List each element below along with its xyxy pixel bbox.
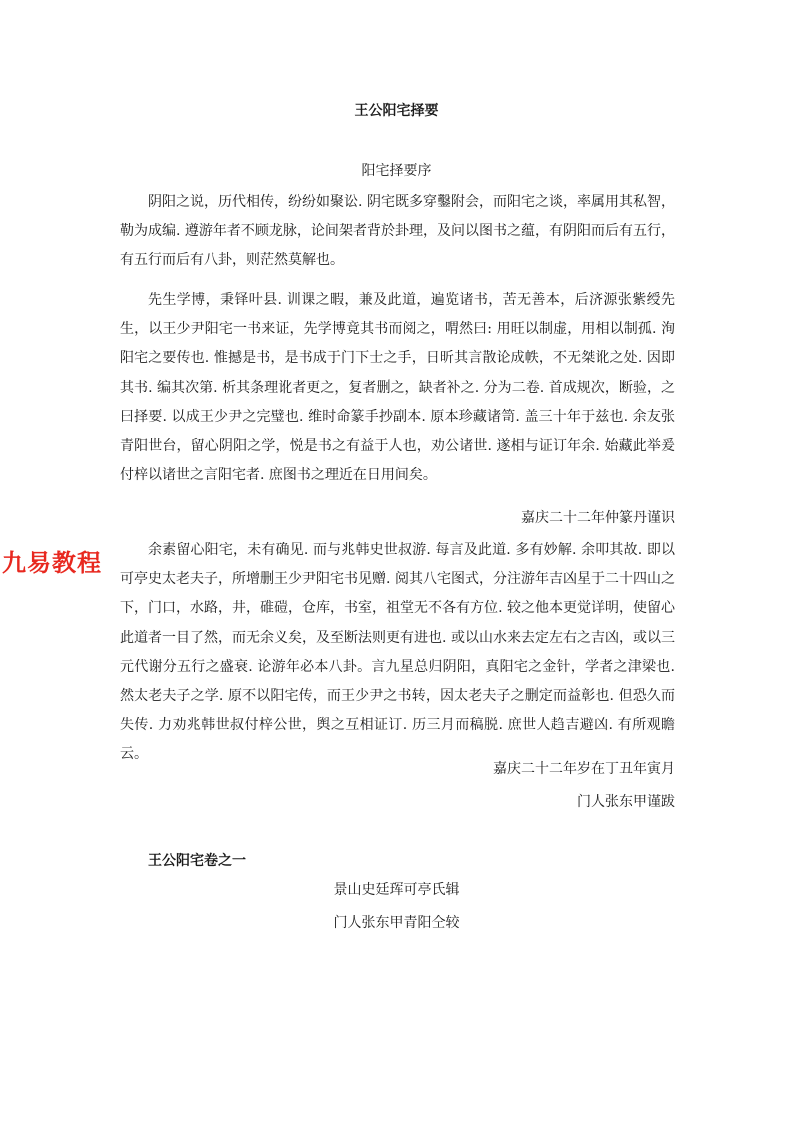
paragraph-1: 阴阳之说，历代相传，纷纷如聚讼. 阴宅既多穿鑿附会，而阳宅之谈，率属用其私智，勒为成编. 遵游年者不顾龙脉，论间架者背於卦理，及问以图书之蕴，有阴阳而后有五行，有五行而后有八卦，则茫然莫解也。 [120,194,675,269]
compiler-credit: 景山史廷珲可亭氏辑 [333,882,460,898]
document-title: 王公阳宅择要 [354,103,439,119]
proofreader-credit: 门人张东甲青阳仝较 [333,915,460,931]
signature-2-date: 嘉庆二十二年岁在丁丑年寅月 [493,761,675,777]
volume-title: 王公阳宅卷之一 [148,853,246,869]
paragraph-3: 余素留心阳宅，未有确见. 而与兆韩史世叔游. 每言及此道. 多有妙解. 余叩其故. 即以可亭史太老夫子，所增删王少尹阳宅书见赠. 阅其八宅图式，分注游年吉凶星于二十四山之下，门口，水路，井，碓磑，仓库，书室，祖堂无不各有方位. 较之他本更觉详明，使留心此道者一目了然，而无余义矣，及至断法则更有进也. 或以山水来去定左右之吉凶，或以三元代谢分五行之盛衰. 论游年必本八卦。言九星总归阴阳，真阳宅之金针，学者之津梁也. 然太老夫子之学. 原不以阳宅传，而王少尹之书转，因太老夫子之删定而益彰也. 但恐久而失传. 力劝兆韩世叔付梓公世，舆之互相证订. 历三月而稿脱. 庶世人趋吉避凶. 有所观瞻云。 [120,542,675,763]
signature-1: 嘉庆二十二年仲篆丹谨识 [521,510,675,526]
paragraph-2: 先生学博，秉铎叶县. 训课之暇，兼及此道，遍览诸书，苦无善本，后济源张紫绶先生，以王少尹阳宅一书来证，先学博竟其书而阅之，喟然曰: 用旺以制虚，用相以制孤. 洵阳宅之要传也. 惟撼是书，是书成于门下士之手，日昕其言散论成帙，不无桀讹之处. 因即其书. 编其次第. 析其条理讹者更之，复者删之，缺者补之. 分为二卷. 首成规次，断验，之曰择要. 以成王少尹之完璧也. 维时命篆手抄副本. 原本珍藏诸笥. 盖三十年于兹也. 余友张青阳世台，留心阴阳之学，悦是书之有益于人也，劝公诸世. 遂相与证订年余. 始藏此举爰付梓以诸世之言阳宅者. 庶图书之理近在日用间矣。 [120,292,675,484]
watermark-logo: 九易教程 [2,549,102,577]
preface-title: 阳宅择要序 [361,163,432,179]
signature-2-author: 门人张东甲谨跋 [577,794,675,810]
